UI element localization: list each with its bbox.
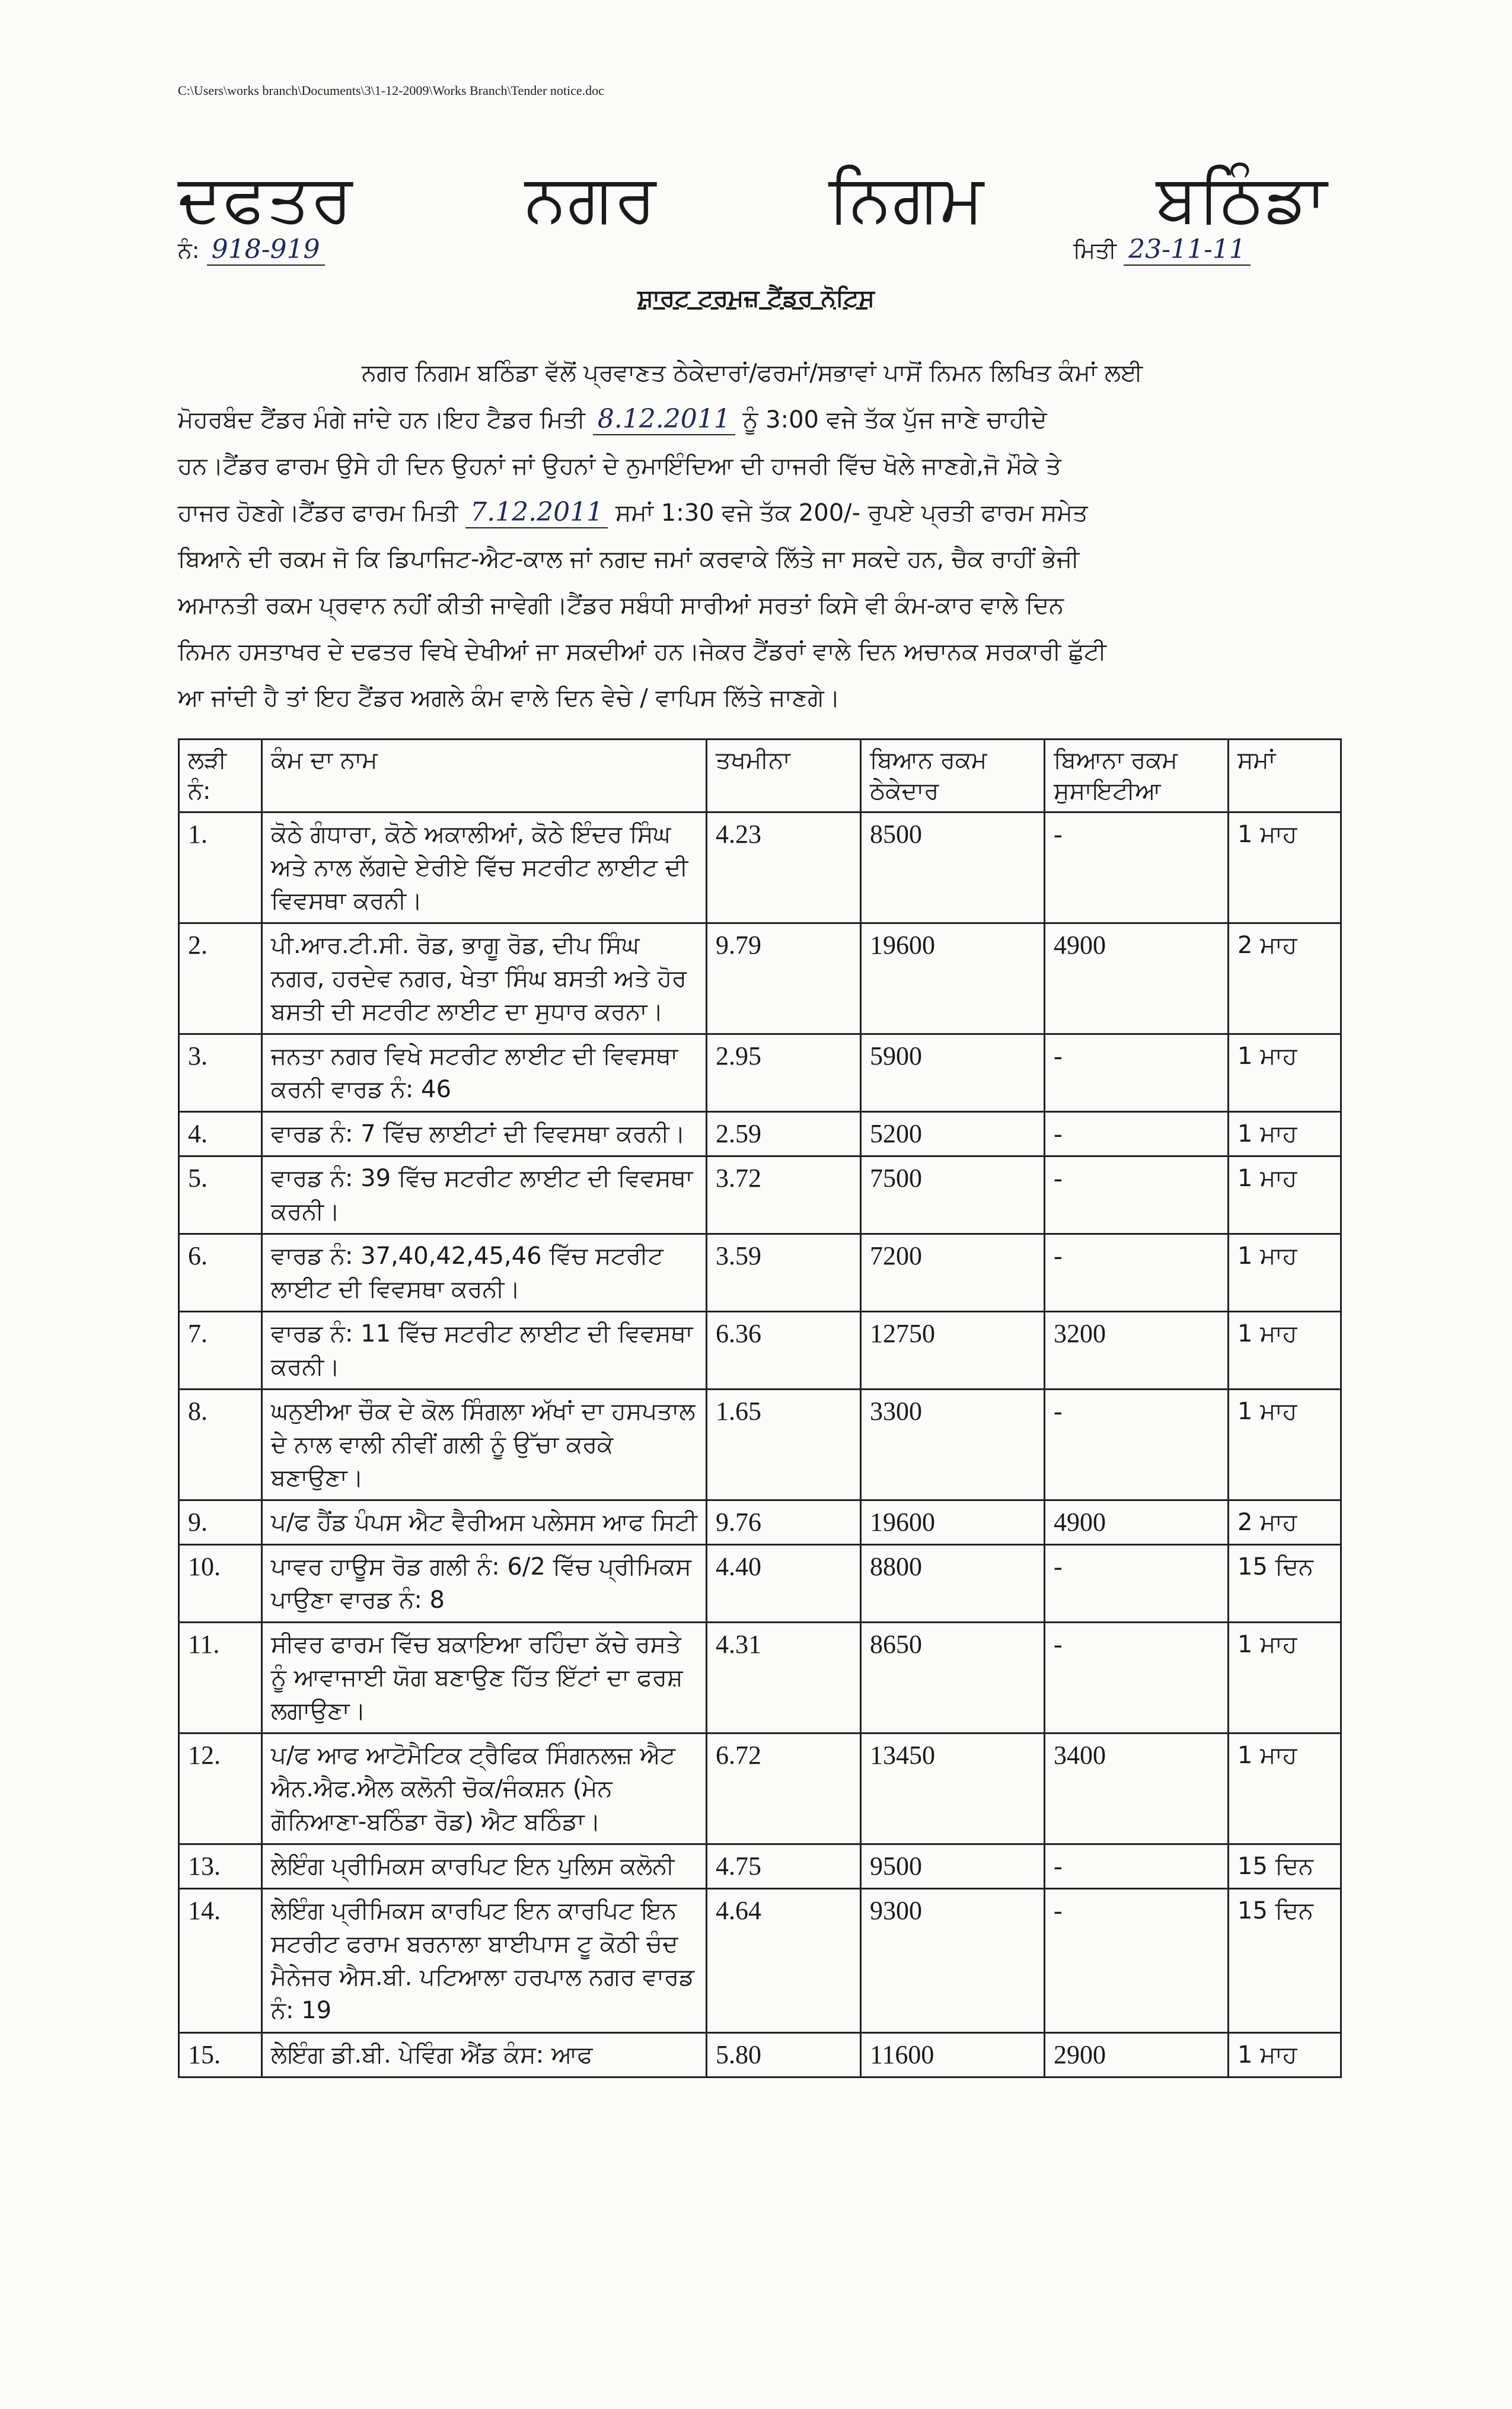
cell-earnest-contractor: 13450 xyxy=(861,1734,1045,1844)
cell-serial: 12. xyxy=(179,1734,262,1844)
cell-earnest-contractor: 19600 xyxy=(861,923,1045,1034)
header-earnest-contractor: ਬਿਆਨ ਰਕਮ ਠੇਕੇਦਾਰ xyxy=(861,740,1045,812)
cell-estimate: 6.36 xyxy=(707,1312,861,1390)
cell-estimate: 4.64 xyxy=(707,1889,861,2033)
cell-earnest-contractor: 12750 xyxy=(861,1312,1045,1390)
cell-estimate: 5.80 xyxy=(707,2033,861,2077)
cell-serial: 6. xyxy=(179,1234,262,1312)
table-row xyxy=(179,1623,1341,1734)
tender-table xyxy=(178,738,1342,2078)
cell-time: 1 ਮਾਹ xyxy=(1229,1623,1341,1734)
cell-earnest-society: 3400 xyxy=(1045,1734,1229,1844)
cell-estimate: 4.75 xyxy=(707,1844,861,1889)
cell-earnest-contractor: 9300 xyxy=(861,1889,1045,2033)
paragraph-line xyxy=(178,396,1328,443)
cell-earnest-contractor: 3300 xyxy=(861,1390,1045,1500)
cell-work-name: ਘਨੁਈਆ ਚੌਕ ਦੇ ਕੋਲ ਸਿੰਗਲਾ ਅੱਖਾਂ ਦਾ ਹਸਪਤਾਲ ਦੇ ਨਾਲ ਵਾਲੀ ਨੀਵੀਂ ਗਲੀ ਨੂੰ ਉੱਚਾ ਕਰਕੇ ਬਣਾਉਣਾ। xyxy=(262,1390,707,1500)
notice-title: ਸ਼ਾਰਟ ਟਰਮਜ਼ ਟੈਂਡਰ ਨੋਟਿਸ xyxy=(637,285,875,312)
paragraph-line xyxy=(178,489,1328,536)
cell-earnest-contractor: 8500 xyxy=(861,812,1045,923)
cell-work-name: ਵਾਰਡ ਨੰ: 39 ਵਿੱਚ ਸਟਰੀਟ ਲਾਈਟ ਦੀ ਵਿਵਸਥਾ ਕਰਨੀ। xyxy=(262,1156,707,1234)
cell-estimate: 3.72 xyxy=(707,1156,861,1234)
table-row xyxy=(179,1500,1341,1545)
heading-word-office: ਦਫਤਰ xyxy=(178,160,354,237)
cell-estimate: 9.79 xyxy=(707,923,861,1034)
cell-work-name: ਕੋਠੇ ਗੰਧਾਰਾ, ਕੋਠੇ ਅਕਾਲੀਆਂ, ਕੋਠੇ ਇੰਦਰ ਸਿੰਘ ਅਤੇ ਨਾਲ ਲੱਗਦੇ ਏਰੀਏ ਵਿੱਚ ਸਟਰੀਟ ਲਾਈਟ ਦੀ ਵਿਵਸਥਾ ਕਰਨੀ। xyxy=(262,812,707,923)
cell-time: 2 ਮਾਹ xyxy=(1229,923,1341,1034)
cell-work-name: ਪ/ਫ ਆਫ ਆਟੋਮੈਟਿਕ ਟ੍ਰੈਫਿਕ ਸਿੰਗਨਲਜ਼ ਐਟ ਐਨ.ਐਫ.ਐਲ ਕਲੋਨੀ ਚੋਕ/ਜੰਕਸ਼ਨ (ਮੇਨ ਗੋਨਿਆਣਾ-ਬਠਿੰਡਾ ਰੋਡ) ਐਟ ਬਠਿੰਡਾ। xyxy=(262,1734,707,1844)
cell-work-name: ਲੇਇੰਗ ਪ੍ਰੀਮਿਕਸ ਕਾਰਪਿਟ ਇਨ ਪੁਲਿਸ ਕਲੋਨੀ xyxy=(262,1844,707,1889)
cell-earnest-contractor: 5900 xyxy=(861,1034,1045,1112)
opening-date: 8.12.2011 xyxy=(593,404,735,435)
cell-work-name: ਪ/ਫ ਹੈਂਡ ਪੰਪਸ ਐਟ ਵੈਰੀਅਸ ਪਲੇਸਸ ਆਫ ਸਿਟੀ xyxy=(262,1500,707,1545)
reference-label: ਨੰ: xyxy=(178,237,200,263)
cell-earnest-society: - xyxy=(1045,1234,1229,1312)
cell-serial: 10. xyxy=(179,1545,262,1623)
cell-earnest-contractor: 8650 xyxy=(861,1623,1045,1734)
cell-time: 1 ਮਾਹ xyxy=(1229,1390,1341,1500)
notice-paragraph xyxy=(178,350,1328,721)
cell-time: 1 ਮਾਹ xyxy=(1229,1234,1341,1312)
office-heading xyxy=(178,160,1328,238)
table-row xyxy=(179,1034,1341,1112)
cell-time: 15 ਦਿਨ xyxy=(1229,1545,1341,1623)
cell-estimate: 2.59 xyxy=(707,1112,861,1156)
cell-time: 1 ਮਾਹ xyxy=(1229,812,1341,923)
table-row xyxy=(179,1234,1341,1312)
cell-time: 1 ਮਾਹ xyxy=(1229,1034,1341,1112)
cell-earnest-contractor: 9500 xyxy=(861,1844,1045,1889)
cell-time: 1 ਮਾਹ xyxy=(1229,1156,1341,1234)
table-row xyxy=(179,1390,1341,1500)
reference-value: 918-919 xyxy=(207,234,325,266)
cell-time: 1 ਮਾਹ xyxy=(1229,1312,1341,1390)
header-earnest-society: ਬਿਆਨਾ ਰਕਮ ਸੁਸਾਇਟੀਆ xyxy=(1045,740,1229,812)
cell-time: 15 ਦਿਨ xyxy=(1229,1844,1341,1889)
paragraph-text: ਹਾਜਰ ਹੋਣਗੇ।ਟੈਂਡਰ ਫਾਰਮ ਮਿਤੀ xyxy=(178,499,458,527)
cell-work-name: ਸੀਵਰ ਫਾਰਮ ਵਿੱਚ ਬਕਾਇਆ ਰਹਿੰਦਾ ਕੱਚੇ ਰਸਤੇ ਨੂੰ ਆਵਾਜਾਈ ਯੋਗ ਬਣਾਉਣ ਹਿੱਤ ਇੱਟਾਂ ਦਾ ਫਰਸ਼ ਲਗਾਉਣਾ। xyxy=(262,1623,707,1734)
cell-serial: 1. xyxy=(179,812,262,923)
reference-number xyxy=(178,234,325,265)
cell-earnest-society: - xyxy=(1045,812,1229,923)
cell-serial: 15. xyxy=(179,2033,262,2077)
cell-time: 15 ਦਿਨ xyxy=(1229,1889,1341,2033)
paragraph-line: ਆ ਜਾਂਦੀ ਹੈ ਤਾਂ ਇਹ ਟੈਂਡਰ ਅਗਲੇ ਕੰਮ ਵਾਲੇ ਦਿਨ ਵੇਚੇ / ਵਾਪਿਸ ਲਿੱਤੇ ਜਾਣਗੇ। xyxy=(178,684,840,712)
table-row xyxy=(179,923,1341,1034)
cell-time: 1 ਮਾਹ xyxy=(1229,1734,1341,1844)
cell-work-name: ਪੀ.ਆਰ.ਟੀ.ਸੀ. ਰੋਡ, ਭਾਗੂ ਰੋਡ, ਦੀਪ ਸਿੰਘ ਨਗਰ, ਹਰਦੇਵ ਨਗਰ, ਖੇਤਾ ਸਿੰਘ ਬਸਤੀ ਅਤੇ ਹੋਰ ਬਸਤੀ ਦੀ ਸਟਰੀਟ ਲਾਈਟ ਦਾ ਸੁਧਾਰ ਕਰਨਾ। xyxy=(262,923,707,1034)
table-row xyxy=(179,1734,1341,1844)
cell-earnest-society: - xyxy=(1045,1034,1229,1112)
cell-serial: 7. xyxy=(179,1312,262,1390)
cell-serial: 14. xyxy=(179,1889,262,2033)
cell-estimate: 2.95 xyxy=(707,1034,861,1112)
table-row xyxy=(179,1545,1341,1623)
cell-estimate: 9.76 xyxy=(707,1500,861,1545)
header-serial: ਲੜੀ ਨੰ: xyxy=(179,740,262,812)
paragraph-line: ਬਿਆਨੇ ਦੀ ਰਕਮ ਜੋ ਕਿ ਡਿਪਾਜਿਟ-ਐਟ-ਕਾਲ ਜਾਂ ਨਗਦ ਜਮਾਂ ਕਰਵਾਕੇ ਲਿੱਤੇ ਜਾ ਸਕਦੇ ਹਨ, ਚੈਕ ਰਾਹੀਂ ਭੇਜੀ xyxy=(178,546,1080,573)
cell-work-name: ਵਾਰਡ ਨੰ: 11 ਵਿੱਚ ਸਟਰੀਟ ਲਾਈਟ ਦੀ ਵਿਵਸਥਾ ਕਰਨੀ। xyxy=(262,1312,707,1390)
cell-earnest-contractor: 8800 xyxy=(861,1545,1045,1623)
table-header-row xyxy=(179,740,1341,812)
cell-serial: 2. xyxy=(179,923,262,1034)
cell-serial: 13. xyxy=(179,1844,262,1889)
cell-earnest-society: 3200 xyxy=(1045,1312,1229,1390)
header-time: ਸਮਾਂ xyxy=(1229,740,1341,812)
cell-earnest-society: 4900 xyxy=(1045,1500,1229,1545)
cell-estimate: 1.65 xyxy=(707,1390,861,1500)
paragraph-line: ਨਗਰ ਨਿਗਮ ਬਠਿੰਡਾ ਵੱਲੋਂ ਪ੍ਰਵਾਣਤ ਠੇਕੇਦਾਰਾਂ/ਫਰਮਾਂ/ਸਭਾਵਾਂ ਪਾਸੋਂ ਨਿਮਨ ਲਿਖਿਤ ਕੰਮਾਂ ਲਈ xyxy=(362,359,1143,387)
cell-earnest-contractor: 5200 xyxy=(861,1112,1045,1156)
cell-estimate: 6.72 xyxy=(707,1734,861,1844)
paragraph-line: ਅਮਾਨਤੀ ਰਕਮ ਪ੍ਰਵਾਨ ਨਹੀਂ ਕੀਤੀ ਜਾਵੇਗੀ।ਟੈਂਡਰ ਸਬੰਧੀ ਸਾਰੀਆਂ ਸਰਤਾਂ ਕਿਸੇ ਵੀ ਕੰਮ-ਕਾਰ ਵਾਲੇ ਦਿਨ xyxy=(178,592,1064,619)
cell-serial: 9. xyxy=(179,1500,262,1545)
cell-earnest-society: 4900 xyxy=(1045,923,1229,1034)
heading-word-corporation: ਨਿਗਮ xyxy=(828,160,985,237)
header-estimate: ਤਖਮੀਨਾ xyxy=(707,740,861,812)
table-row xyxy=(179,1889,1341,2033)
cell-earnest-society: - xyxy=(1045,1156,1229,1234)
cell-earnest-society: - xyxy=(1045,1390,1229,1500)
cell-earnest-society: - xyxy=(1045,1623,1229,1734)
cell-earnest-society: - xyxy=(1045,1844,1229,1889)
cell-estimate: 3.59 xyxy=(707,1234,861,1312)
form-sale-date: 7.12.2011 xyxy=(465,497,608,528)
cell-work-name: ਪਾਵਰ ਹਾਊਸ ਰੋਡ ਗਲੀ ਨੰ: 6/2 ਵਿੱਚ ਪ੍ਰੀਮਿਕਸ ਪਾਉਣਾ ਵਾਰਡ ਨੰ: 8 xyxy=(262,1545,707,1623)
cell-serial: 5. xyxy=(179,1156,262,1234)
table-row xyxy=(179,2033,1341,2077)
paragraph-text: ਮੋਹਰਬੰਦ ਟੈਂਡਰ ਮੰਗੇ ਜਾਂਦੇ ਹਨ।ਇਹ ਟੈਡਰ ਮਿਤੀ xyxy=(178,406,586,434)
heading-word-municipal: ਨਗਰ xyxy=(525,160,658,237)
cell-serial: 4. xyxy=(179,1112,262,1156)
table-row xyxy=(179,1844,1341,1889)
issue-date xyxy=(1073,234,1251,265)
cell-work-name: ਵਾਰਡ ਨੰ: 37,40,42,45,46 ਵਿੱਚ ਸਟਰੀਟ ਲਾਈਟ ਦੀ ਵਿਵਸਥਾ ਕਰਨੀ। xyxy=(262,1234,707,1312)
paragraph-line: ਨਿਮਨ ਹਸਤਾਖਰ ਦੇ ਦਫਤਰ ਵਿਖੇ ਦੇਖੀਆਂ ਜਾ ਸਕਦੀਆਂ ਹਨ।ਜੇਕਰ ਟੈਂਡਰਾਂ ਵਾਲੇ ਦਿਨ ਅਚਾਨਕ ਸਰਕਾਰੀ ਛੁੱਟੀ xyxy=(178,638,1106,665)
table-row xyxy=(179,1112,1341,1156)
cell-work-name: ਲੇਇੰਗ ਪ੍ਰੀਮਿਕਸ ਕਾਰਪਿਟ ਇਨ ਕਾਰਪਿਟ ਇਨ ਸਟਰੀਟ ਫਰਾਮ ਬਰਨਾਲਾ ਬਾਈਪਾਸ ਟੂ ਕੋਠੀ ਚੰਦ ਮੈਨੇਜਰ ਐਸ.ਬੀ. ਪਟਿਆਲਾ ਹਰਪਾਲ ਨਗਰ ਵਾਰਡ ਨੰ: 19 xyxy=(262,1889,707,2033)
paragraph-text: ਨੂੰ 3:00 ਵਜੇ ਤੱਕ ਪੁੱਜ ਜਾਣੇ ਚਾਹੀਦੇ xyxy=(742,406,1047,434)
cell-work-name: ਵਾਰਡ ਨੰ: 7 ਵਿੱਚ ਲਾਈਟਾਂ ਦੀ ਵਿਵਸਥਾ ਕਰਨੀ। xyxy=(262,1112,707,1156)
table-row xyxy=(179,1312,1341,1390)
cell-earnest-society: - xyxy=(1045,1545,1229,1623)
cell-earnest-society: - xyxy=(1045,1889,1229,2033)
cell-earnest-contractor: 11600 xyxy=(861,2033,1045,2077)
cell-serial: 3. xyxy=(179,1034,262,1112)
date-label: ਮਿਤੀ xyxy=(1073,237,1117,263)
cell-serial: 11. xyxy=(179,1623,262,1734)
cell-earnest-society: 2900 xyxy=(1045,2033,1229,2077)
cell-time: 1 ਮਾਹ xyxy=(1229,2033,1341,2077)
heading-word-city: ਬਠਿੰਡਾ xyxy=(1156,160,1328,237)
cell-earnest-contractor: 7200 xyxy=(861,1234,1045,1312)
cell-work-name: ਲੇਇੰਗ ਡੀ.ਬੀ. ਪੇਵਿੰਗ ਐਂਡ ਕੰਸ: ਆਫ xyxy=(262,2033,707,2077)
cell-estimate: 4.40 xyxy=(707,1545,861,1623)
cell-estimate: 4.23 xyxy=(707,812,861,923)
cell-time: 2 ਮਾਹ xyxy=(1229,1500,1341,1545)
paragraph-text: ਸਮਾਂ 1:30 ਵਜੇ ਤੱਕ 200/- ਰੁਪਏ ਪ੍ਰਤੀ ਫਾਰਮ ਸਮੇਤ xyxy=(615,499,1088,527)
cell-earnest-contractor: 7500 xyxy=(861,1156,1045,1234)
table-row xyxy=(179,812,1341,923)
header-work-name: ਕੰਮ ਦਾ ਨਾਮ xyxy=(262,740,707,812)
cell-serial: 8. xyxy=(179,1390,262,1500)
file-path: C:\Users\works branch\Documents\3\1-12-2009\Works Branch\Tender notice.doc xyxy=(178,83,604,98)
cell-estimate: 4.31 xyxy=(707,1623,861,1734)
date-value: 23-11-11 xyxy=(1124,234,1251,266)
paragraph-line: ਹਨ।ਟੈਂਡਰ ਫਾਰਮ ਉਸੇ ਹੀ ਦਿਨ ਉਹਨਾਂ ਜਾਂ ਉਹਨਾਂ ਦੇ ਨੁਮਾਇੰਦਿਆ ਦੀ ਹਾਜਰੀ ਵਿੱਚ ਖੋਲੇ ਜਾਣਗੇ,ਜੋ ਮੌਕੇ ਤੇ xyxy=(178,453,1061,480)
cell-earnest-contractor: 19600 xyxy=(861,1500,1045,1545)
cell-work-name: ਜਨਤਾ ਨਗਰ ਵਿਖੇ ਸਟਰੀਟ ਲਾਈਟ ਦੀ ਵਿਵਸਥਾ ਕਰਨੀ ਵਾਰਡ ਨੰ: 46 xyxy=(262,1034,707,1112)
table-row xyxy=(179,1156,1341,1234)
cell-earnest-society: - xyxy=(1045,1112,1229,1156)
cell-time: 1 ਮਾਹ xyxy=(1229,1112,1341,1156)
